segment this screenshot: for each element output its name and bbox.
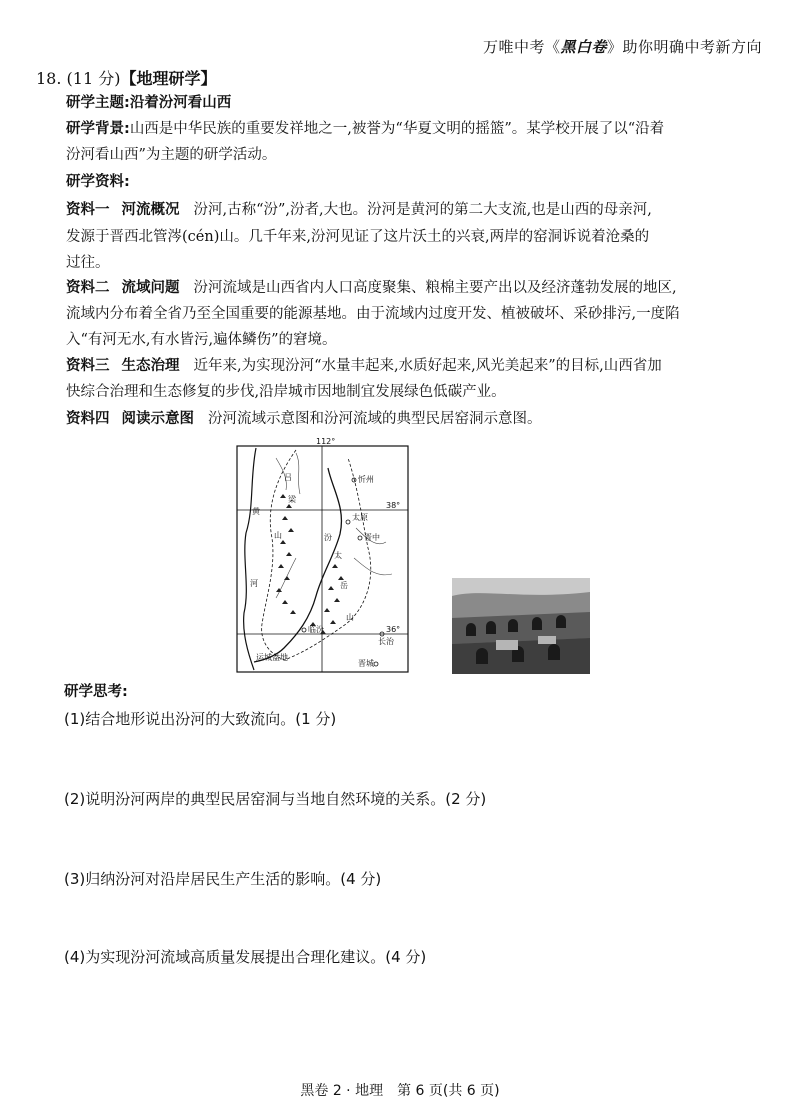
latitude-label-36: 36° (386, 625, 401, 634)
study-background-line-2 (66, 145, 766, 165)
material-3-title: 生态治理 (121, 358, 180, 374)
place-jincheng: 晋城 (358, 659, 374, 668)
feature-fen: 汾 (324, 533, 332, 542)
cave-dwelling-photo (452, 578, 590, 674)
header-prefix: 万唯中考《 (482, 38, 561, 56)
fenhe-basin-map (236, 438, 410, 674)
material-4-text-1: 汾河流域示意图和汾河流域的典型民居窑洞示意图。 (208, 411, 542, 427)
material-3-text-1: 近年来,为实现汾河“水量丰起来,水质好起来,风光美起来”的目标,山西省加 (193, 358, 662, 374)
header-suffix: 》助你明确中考新方向 (606, 38, 762, 56)
material-2-line-3: 入“有河无水,有水皆污,遍体鳞伤”的窘境。 (66, 332, 337, 348)
page-header (483, 36, 762, 57)
material-1-line-1 (66, 200, 766, 220)
header-brand: 黑白卷 (560, 38, 607, 56)
material-1-label: 资料一 (66, 202, 110, 218)
place-changzhi: 长治 (378, 637, 394, 646)
material-2-line-1 (66, 278, 766, 298)
material-1-title: 河流概况 (121, 202, 180, 218)
material-4-title: 阅读示意图 (121, 411, 194, 427)
question-1: (1)结合地形说出汾河的大致流向。(1 分) (64, 710, 337, 728)
feature-shan-2: 山 (346, 613, 354, 622)
background-text-1: 山西是中华民族的重要发祥地之一,被誉为“华夏文明的摇篮”。某学校开展了以“沿着 (129, 121, 665, 137)
material-1-line-2: 发源于晋西北管涔(cén)山。几千年来,汾河见证了这片沃土的兴衰,两岸的窑洞诉说着沧桑的 (66, 229, 650, 245)
place-xinzhou: 忻州 (358, 475, 374, 484)
feature-liang: 梁 (288, 495, 296, 504)
question-2: (2)说明汾河两岸的典型民居窑洞与当地自然环境的关系。(2 分) (64, 790, 487, 808)
question-4: (4)为实现汾河流域高质量发展提出合理化建议。(4 分) (64, 948, 427, 966)
feature-shan-1: 山 (274, 531, 282, 540)
material-2-text-1: 汾河流域是山西省内人口高度聚集、粮棉主要产出以及经济蓬勃发展的地区, (193, 280, 677, 296)
material-2-line-2: 流域内分布着全省乃至全国重要的能源基地。由于流域内过度开发、植被破坏、采砂排污,一度陷 (66, 306, 680, 322)
question-tag: 【地理研学】 (120, 69, 217, 88)
question-score: (11 分) (66, 69, 121, 88)
place-jinzhong: 晋中 (364, 533, 380, 542)
background-label: 研学背景: (66, 121, 130, 137)
feature-yue: 岳 (340, 581, 348, 590)
material-4-label: 资料四 (66, 411, 110, 427)
material-3-line-2: 快综合治理和生态修复的步伐,沿岸城市因地制宜发展绿色低碳产业。 (66, 384, 506, 400)
place-yuncheng-basin: 运城盆地 (256, 653, 288, 662)
feature-huang: 黄 (252, 507, 260, 516)
thinking-label: 研学思考: (64, 684, 128, 700)
materials-label: 研学资料: (66, 174, 130, 190)
question-heading (36, 66, 217, 89)
material-1-text-1: 汾河,古称“汾”,汾者,大也。汾河是黄河的第二大支流,也是山西的母亲河, (193, 202, 652, 218)
question-number: 18. (36, 69, 62, 88)
material-4-line-1 (66, 409, 766, 429)
material-1-line-3: 过往。 (66, 255, 110, 271)
longitude-label: 112° (316, 438, 336, 446)
question-3: (3)归纳汾河对沿岸居民生产生活的影响。(4 分) (64, 870, 382, 888)
place-taiyuan: 太原 (352, 513, 368, 522)
study-background-line-1 (66, 119, 766, 139)
material-2-label: 资料二 (66, 280, 110, 296)
theme-label: 研学主题: (66, 95, 130, 111)
feature-he: 河 (250, 579, 258, 588)
feature-lv: 吕 (284, 473, 292, 482)
feature-tai: 太 (334, 551, 342, 560)
material-3-line-1 (66, 356, 766, 376)
material-2-title: 流域问题 (121, 280, 180, 296)
material-3-label: 资料三 (66, 358, 110, 374)
latitude-label-38: 38° (386, 501, 401, 510)
study-theme (66, 93, 766, 113)
page-footer: 黑卷 2 · 地理 第 6 页(共 6 页) (300, 1083, 500, 1099)
theme-text: 沿着汾河看山西 (129, 95, 232, 111)
background-text-2: 汾河看山西”为主题的研学活动。 (66, 147, 277, 163)
place-linfen: 临汾 (308, 625, 324, 634)
